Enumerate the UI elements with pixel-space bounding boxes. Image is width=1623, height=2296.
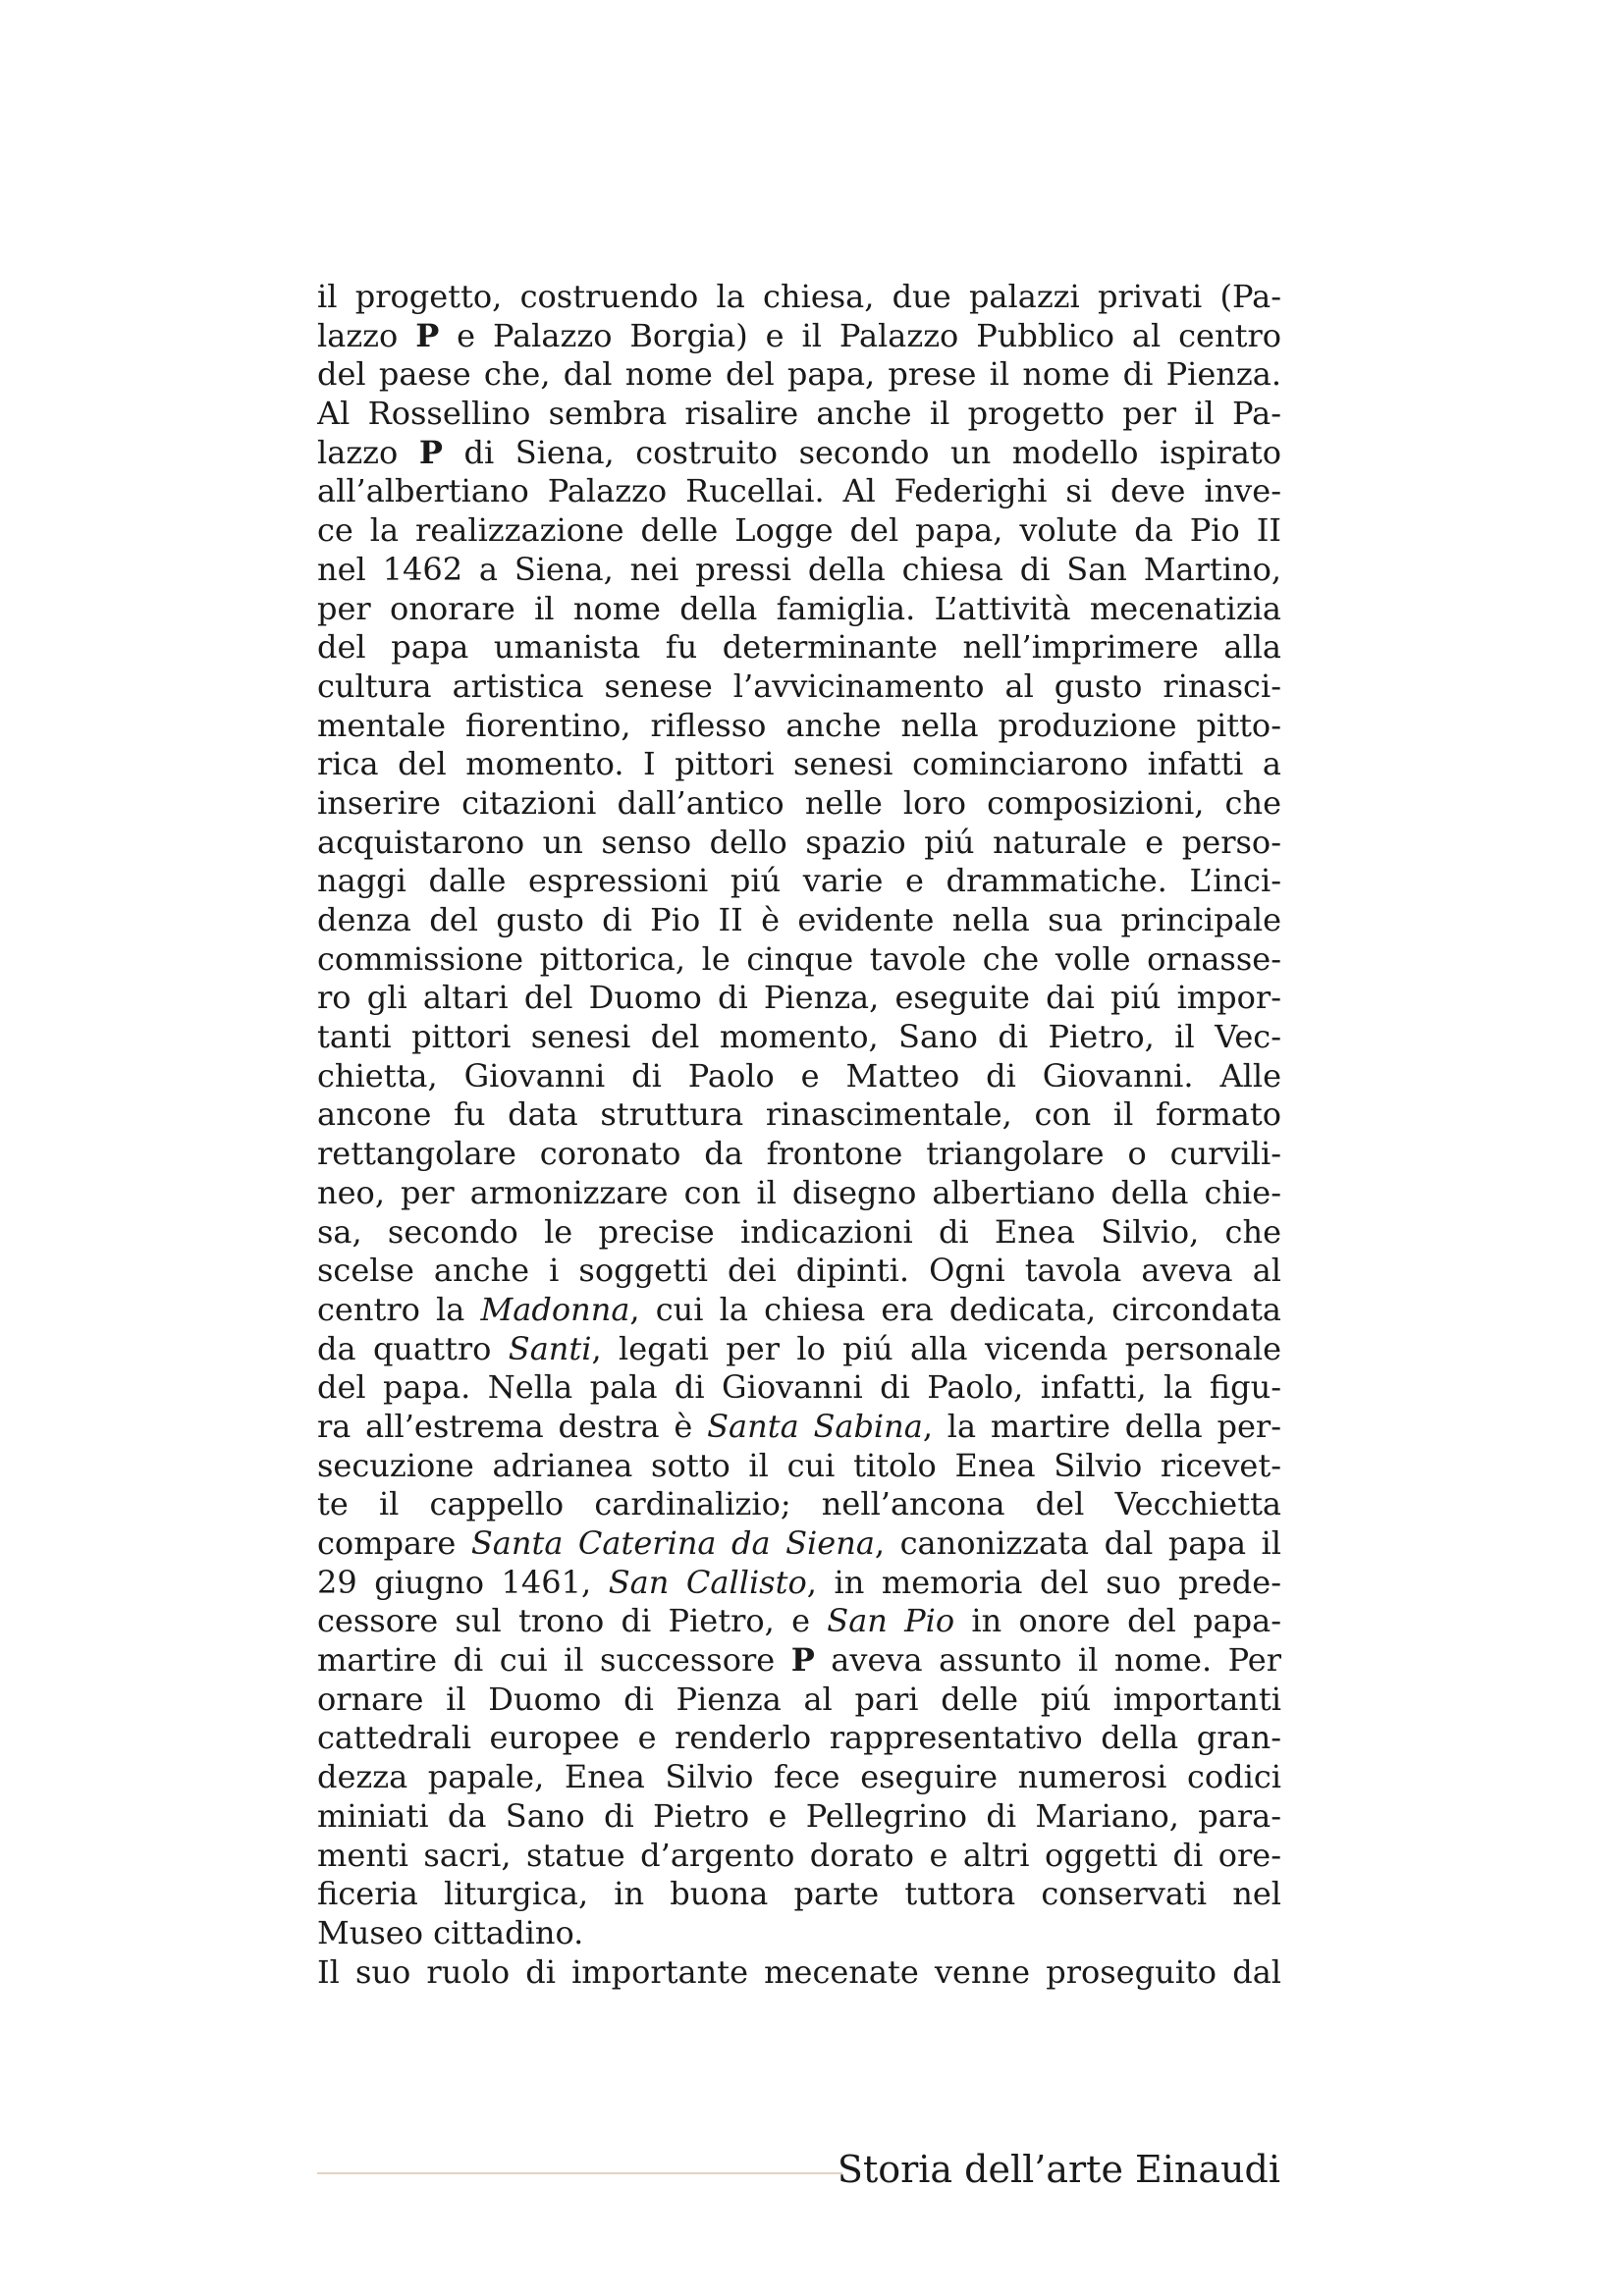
text-run: nel 1462 a Siena, nei pressi della chiesa di San Martino, bbox=[317, 550, 1281, 588]
text-run: acquistarono un senso dello spazio piú naturale e perso- bbox=[317, 823, 1281, 861]
text-run: di Siena, costruito secondo un modello ispirato bbox=[442, 433, 1281, 471]
text-run: del papa umanista fu determinante nell’imprimere alla bbox=[317, 628, 1281, 667]
text-line bbox=[317, 1447, 1281, 1486]
text-run: compare bbox=[317, 1524, 471, 1562]
text-run: , legati per lo piú alla vicenda personale bbox=[591, 1329, 1281, 1367]
text-run: menti sacri, statue d’argento dorato e altri oggetti di ore- bbox=[317, 1836, 1281, 1874]
text-run: martire di cui il successore bbox=[317, 1641, 791, 1680]
text-run: , in memoria del suo prede- bbox=[806, 1563, 1281, 1601]
text-line bbox=[317, 1018, 1281, 1057]
text-run: P bbox=[415, 316, 440, 354]
text-line bbox=[317, 1524, 1281, 1564]
text-line bbox=[317, 590, 1281, 629]
text-line bbox=[317, 745, 1281, 784]
text-run: inserire citazioni dall’antico nelle loro composizioni, che bbox=[317, 783, 1281, 822]
text-run: Santa Sabina bbox=[707, 1407, 923, 1445]
text-line bbox=[317, 1213, 1281, 1253]
text-run: te il cappello cardinalizio; nell’ancona del Vecchietta bbox=[317, 1485, 1281, 1523]
text-run: ficeria liturgica, in buona parte tuttora conservati nel bbox=[317, 1875, 1281, 1913]
text-line bbox=[317, 1330, 1281, 1369]
text-line bbox=[317, 1797, 1281, 1837]
text-line bbox=[317, 1641, 1281, 1681]
text-run: da quattro bbox=[317, 1329, 509, 1367]
text-run: 29 giugno 1461, bbox=[317, 1563, 609, 1601]
text-line bbox=[317, 979, 1281, 1018]
footer-title: Storia dell’arte Einaudi bbox=[837, 2148, 1280, 2191]
text-line bbox=[317, 1095, 1281, 1135]
text-run: dezza papale, Enea Silvio fece eseguire numerosi codici bbox=[317, 1758, 1281, 1796]
text-run: chietta, Giovanni di Paolo e Matteo di Giovanni. Alle bbox=[317, 1056, 1281, 1095]
text-line bbox=[317, 707, 1281, 746]
text-run: , cui la chiesa era dedicata, circondata bbox=[629, 1290, 1281, 1328]
text-run: cultura artistica senese l’avvicinamento al gusto rinasci- bbox=[317, 667, 1281, 705]
text-run: ce la realizzazione delle Logge del papa, volute da Pio II bbox=[317, 511, 1281, 550]
text-run: secuzione adrianea sotto il cui titolo Enea Silvio ricevet- bbox=[317, 1446, 1281, 1484]
text-line bbox=[317, 551, 1281, 590]
text-run: il progetto, costruendo la chiesa, due palazzi privati (Pa- bbox=[317, 278, 1281, 315]
text-run: ornare il Duomo di Pienza al pari delle piú importanti bbox=[317, 1680, 1281, 1718]
text-run: Santa Caterina da Siena bbox=[470, 1524, 875, 1562]
text-line bbox=[317, 1057, 1281, 1096]
text-run: mentale fiorentino, riflesso anche nella produzione pitto- bbox=[317, 706, 1281, 744]
text-run: San Callisto bbox=[608, 1563, 807, 1601]
text-run: commissione pittorica, le cinque tavole che volle ornasse- bbox=[317, 939, 1281, 978]
text-run: del papa. Nella pala di Giovanni di Paolo, infatti, la figu- bbox=[317, 1368, 1281, 1407]
text-run: , canonizzata dal papa il bbox=[874, 1524, 1281, 1562]
text-run: P bbox=[790, 1641, 815, 1680]
text-line bbox=[317, 1174, 1281, 1213]
text-line bbox=[317, 1408, 1281, 1447]
text-line bbox=[317, 1758, 1281, 1797]
text-run: rica del momento. I pittori senesi cominciarono infatti a bbox=[317, 745, 1281, 783]
text-line bbox=[317, 667, 1281, 707]
text-line bbox=[317, 784, 1281, 824]
text-line bbox=[317, 1681, 1281, 1720]
text-line bbox=[317, 628, 1281, 667]
text-run: centro la bbox=[317, 1290, 481, 1328]
text-run: tanti pittori senesi del momento, Sano di Pietro, il Vec- bbox=[317, 1018, 1281, 1056]
text-run: naggi dalle espressioni piú varie e drammatiche. L’inci- bbox=[317, 862, 1281, 900]
text-line bbox=[317, 1368, 1281, 1408]
text-line bbox=[317, 824, 1281, 863]
text-line bbox=[317, 1719, 1281, 1758]
text-run: e Palazzo Borgia) e il Palazzo Pubblico al centro bbox=[439, 316, 1281, 354]
text-run: Al Rossellino sembra risalire anche il progetto per il Pa- bbox=[317, 395, 1281, 433]
text-line bbox=[317, 940, 1281, 980]
text-line bbox=[317, 1875, 1281, 1914]
text-line bbox=[317, 1914, 1281, 1953]
text-line bbox=[317, 862, 1281, 901]
text-line bbox=[317, 1291, 1281, 1330]
text-line bbox=[317, 395, 1281, 434]
text-line bbox=[317, 355, 1281, 395]
text-run: Il suo ruolo di importante mecenate venne proseguito dal bbox=[317, 1952, 1281, 1991]
text-line bbox=[317, 901, 1281, 940]
text-line bbox=[317, 434, 1281, 473]
text-line bbox=[317, 1252, 1281, 1291]
text-line bbox=[317, 1564, 1281, 1603]
text-run: scelse anche i soggetti dei dipinti. Ogni tavola aveva al bbox=[317, 1252, 1281, 1290]
text-run: cattedrali europee e renderlo rappresentativo della gran- bbox=[317, 1719, 1281, 1757]
text-run: del paese che, dal nome del papa, prese il nome di Pienza. bbox=[317, 355, 1281, 394]
text-run: lazzo bbox=[317, 316, 416, 354]
text-run: ro gli altari del Duomo di Pienza, eseguite dai piú impor- bbox=[317, 979, 1281, 1017]
text-line bbox=[317, 1953, 1281, 1993]
text-run: denza del gusto di Pio II è evidente nella sua principale bbox=[317, 901, 1281, 938]
text-run: Santi bbox=[508, 1329, 592, 1367]
text-run: aveva assunto il nome. Per bbox=[814, 1641, 1281, 1680]
text-run: ancone fu data struttura rinascimentale, con il formato bbox=[317, 1095, 1281, 1134]
text-run: Madonna bbox=[480, 1290, 630, 1328]
text-run: in onore del papa- bbox=[954, 1602, 1281, 1640]
text-run: rettangolare coronato da frontone triangolare o curvili- bbox=[317, 1135, 1281, 1173]
text-line bbox=[317, 278, 1281, 317]
text-run: neo, per armonizzare con il disegno albertiano della chie- bbox=[317, 1173, 1281, 1211]
text-run: P bbox=[418, 433, 443, 471]
text-run: per onorare il nome della famiglia. L’attività mecenatizia bbox=[317, 589, 1281, 627]
text-line bbox=[317, 317, 1281, 356]
text-run: all’albertiano Palazzo Rucellai. Al Federighi si deve inve- bbox=[317, 472, 1281, 510]
text-run: ra all’estrema destra è bbox=[317, 1407, 708, 1445]
text-run: sa, secondo le precise indicazioni di Enea Silvio, che bbox=[317, 1212, 1281, 1251]
text-line bbox=[317, 1135, 1281, 1174]
text-line bbox=[317, 472, 1281, 511]
text-run: San Pio bbox=[827, 1602, 955, 1640]
text-run: Museo cittadino. bbox=[317, 1913, 584, 1951]
text-line bbox=[317, 511, 1281, 551]
text-line bbox=[317, 1837, 1281, 1876]
footer-rule bbox=[317, 2172, 842, 2174]
text-run: cessore sul trono di Pietro, e bbox=[317, 1602, 828, 1640]
text-run: lazzo bbox=[317, 433, 419, 471]
text-run: miniati da Sano di Pietro e Pellegrino di Mariano, para- bbox=[317, 1796, 1281, 1835]
body-text bbox=[317, 278, 1281, 1992]
text-run: , la martire della per- bbox=[922, 1407, 1281, 1445]
text-line bbox=[317, 1602, 1281, 1641]
text-line bbox=[317, 1485, 1281, 1524]
